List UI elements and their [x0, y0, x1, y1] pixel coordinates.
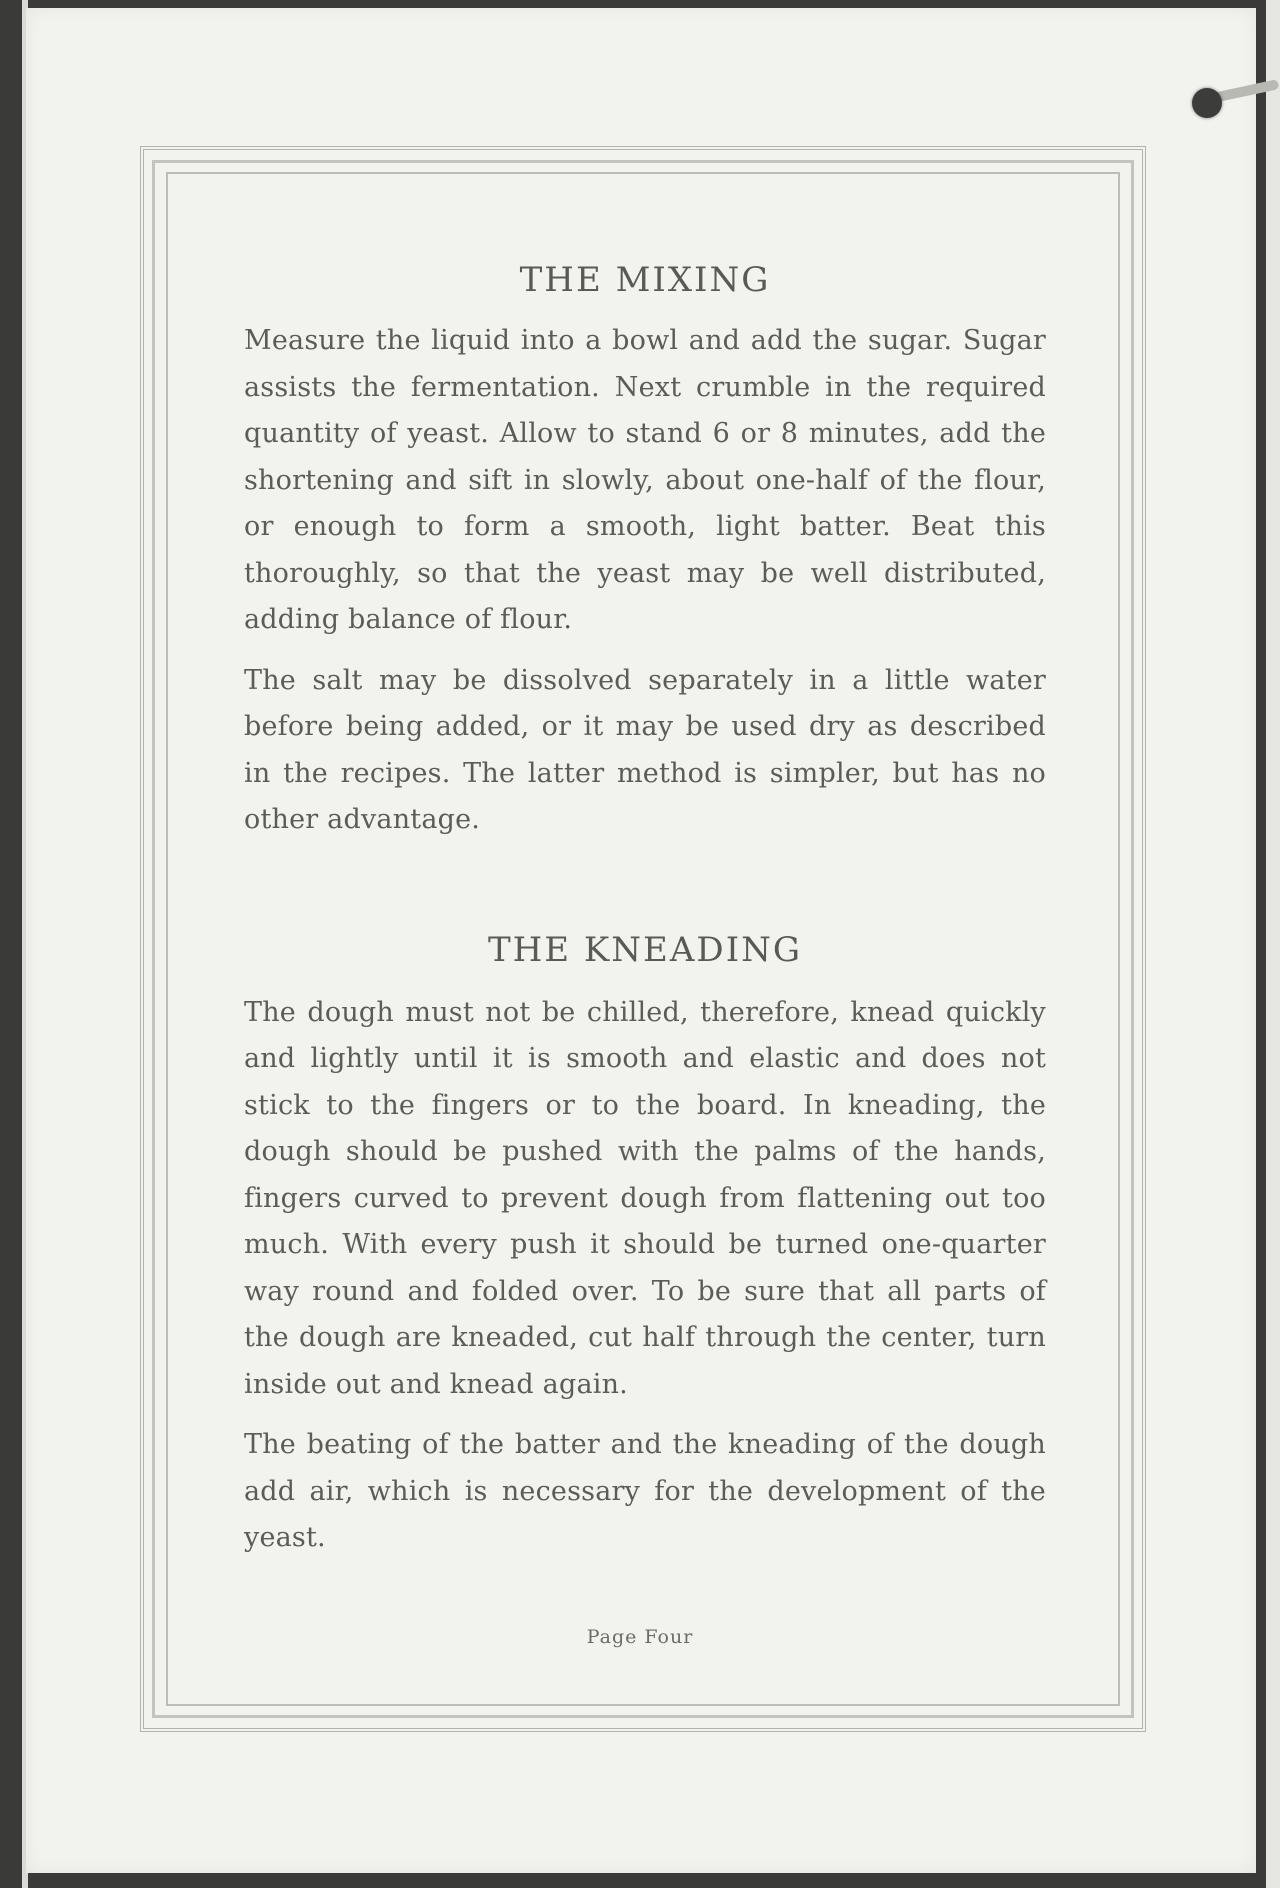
page-content: [244, 260, 1046, 1576]
page-edge-right: [1266, 0, 1280, 1888]
section-heading-mixing: THE MIXING: [519, 260, 771, 300]
kneading-paragraph-1: The dough must not be chilled, therefore, knead quickly and lightly until it is smooth and elastic and does not stick to the fingers or to the board. In kneading, the dough should be pushed with the palms of the hands, fingers curved to prevent dough from flattening out too much. With every push it should be turned one-quarter way round and folded over. To be sure that all parts of the dough are kneaded, cut half through the center, turn inside out and knead again.: [244, 996, 1046, 1400]
mixing-paragraph-1: Measure the liquid into a bowl and add the sugar. Sugar assists the fermentation. Next crumble in the required quantity of yeast. Allow to stand 6 or 8 minutes, add the shortening and sift in slowly, about one-half of the flour, or enough to form a smooth, light batter. Beat this thoroughly, so that the yeast may be well distributed, adding balance of flour.: [244, 325, 1046, 635]
section-heading-kneading: THE KNEADING: [487, 929, 803, 970]
mixing-paragraph-2: The salt may be dissolved separately in a little water before being added, or it may be used dry as described in the recipes. The latter method is simpler, but has no other advantage.: [244, 664, 1046, 835]
kneading-paragraph-2: The beating of the batter and the kneading of the dough add air, which is necessary for the development of the yeast.: [244, 1429, 1046, 1553]
binding-hole: [1192, 88, 1222, 118]
page-number: Page Four: [586, 1626, 694, 1648]
